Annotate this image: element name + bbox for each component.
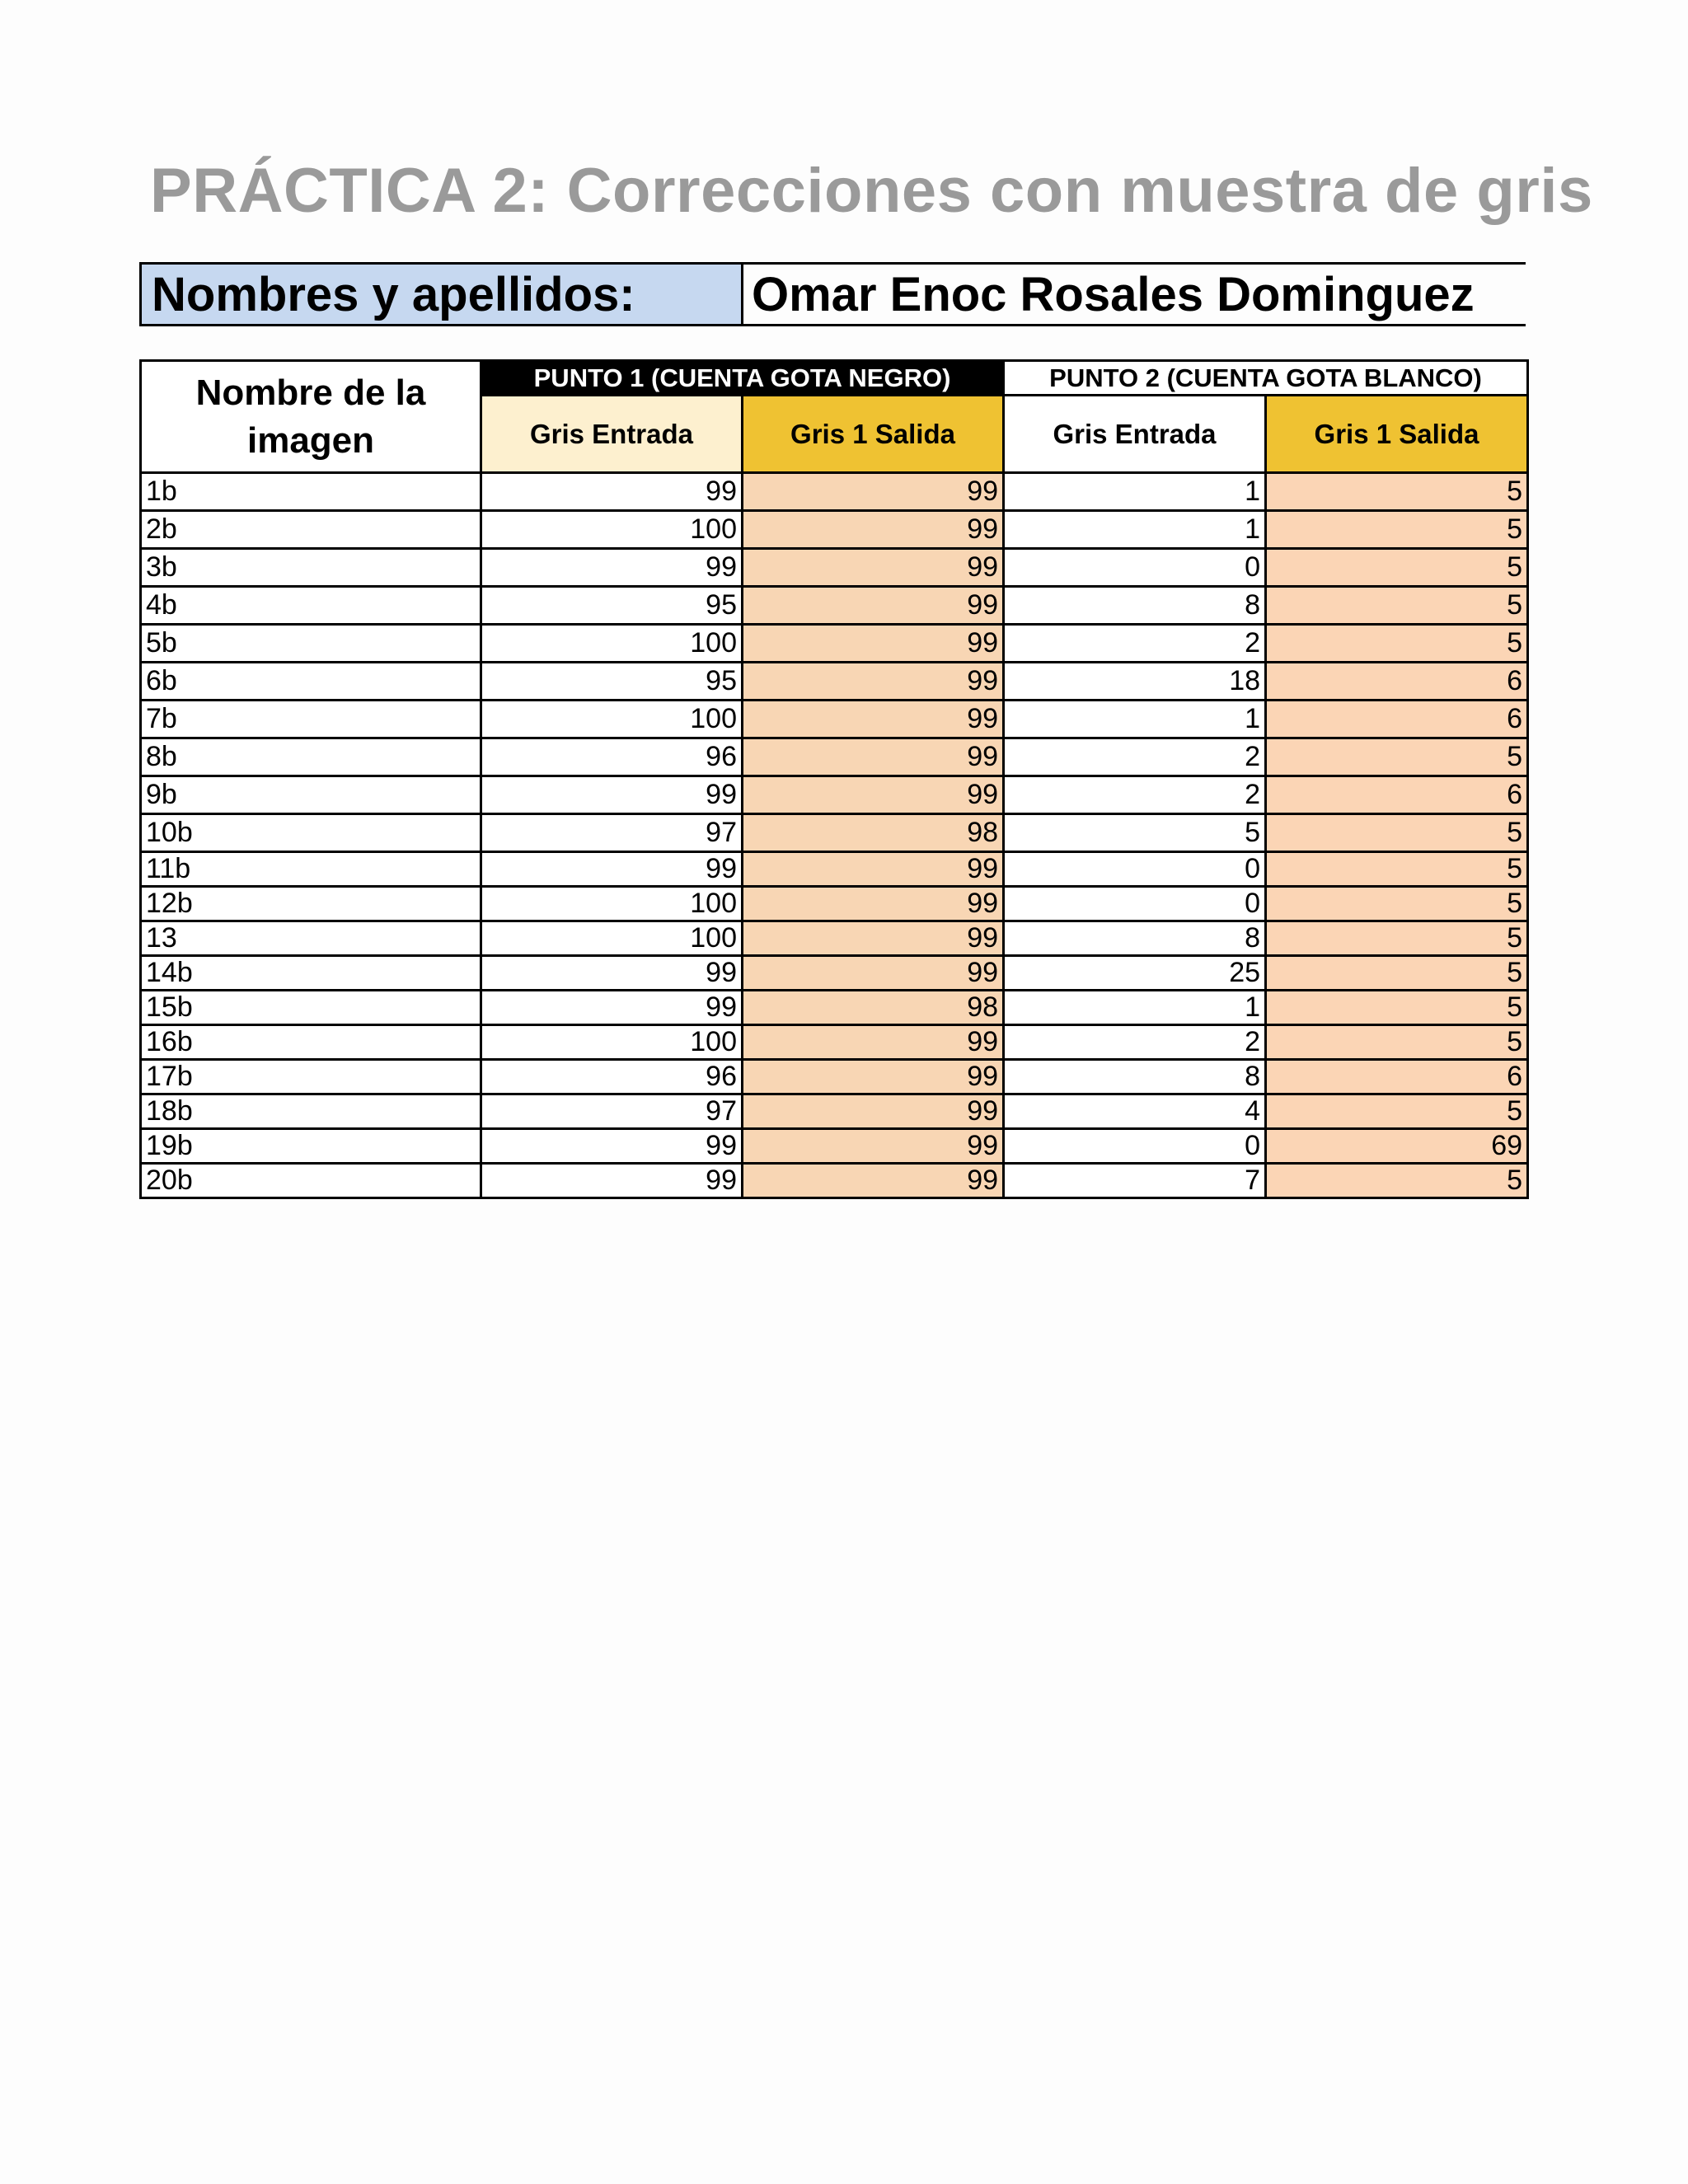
punto2-entrada-cell[interactable]: 0: [1004, 549, 1266, 587]
image-name-cell[interactable]: 19b: [141, 1129, 481, 1164]
student-name-label: Nombres y apellidos:: [142, 265, 743, 324]
table-row: [141, 1060, 1528, 1094]
image-name-cell[interactable]: 8b: [141, 738, 481, 776]
table-row: [141, 625, 1528, 663]
page-title: PRÁCTICA 2: Correcciones con muestra de gris: [150, 156, 1593, 226]
punto2-header: PUNTO 2 (CUENTA GOTA BLANCO): [1004, 361, 1528, 396]
punto2-entrada-cell[interactable]: 1: [1004, 991, 1266, 1025]
punto1-salida-cell[interactable]: 99: [743, 663, 1004, 701]
table-row: [141, 814, 1528, 852]
punto2-entrada-cell[interactable]: 2: [1004, 738, 1266, 776]
punto1-header: PUNTO 1 (CUENTA GOTA NEGRO): [481, 361, 1004, 396]
punto2-salida-cell[interactable]: 5: [1266, 473, 1528, 511]
punto1-salida-cell[interactable]: 99: [743, 956, 1004, 991]
image-name-cell[interactable]: 7b: [141, 701, 481, 738]
image-name-cell[interactable]: 10b: [141, 814, 481, 852]
punto1-salida-cell[interactable]: 99: [743, 549, 1004, 587]
table-row: [141, 921, 1528, 956]
punto1-entrada-cell[interactable]: 100: [481, 701, 743, 738]
table-row: [141, 852, 1528, 887]
image-name-cell[interactable]: 17b: [141, 1060, 481, 1094]
punto2-salida-cell[interactable]: 6: [1266, 1060, 1528, 1094]
image-name-cell[interactable]: 3b: [141, 549, 481, 587]
punto1-salida-cell[interactable]: 99: [743, 473, 1004, 511]
punto2-salida-cell[interactable]: 6: [1266, 663, 1528, 701]
punto1-salida-cell[interactable]: 99: [743, 776, 1004, 814]
punto1-salida-header: Gris 1 Salida: [743, 396, 1004, 473]
image-name-cell[interactable]: 5b: [141, 625, 481, 663]
punto1-entrada-cell[interactable]: 99: [481, 1164, 743, 1198]
punto2-entrada-cell[interactable]: 7: [1004, 1164, 1266, 1198]
punto2-entrada-cell[interactable]: 2: [1004, 1025, 1266, 1060]
punto2-entrada-cell[interactable]: 2: [1004, 776, 1266, 814]
image-name-cell[interactable]: 14b: [141, 956, 481, 991]
punto1-salida-cell[interactable]: 99: [743, 625, 1004, 663]
punto2-entrada-cell[interactable]: 8: [1004, 587, 1266, 625]
punto2-salida-cell[interactable]: 5: [1266, 921, 1528, 956]
punto1-salida-cell[interactable]: 99: [743, 1129, 1004, 1164]
punto1-entrada-cell[interactable]: 95: [481, 587, 743, 625]
punto2-entrada-cell[interactable]: 5: [1004, 814, 1266, 852]
table-row: [141, 587, 1528, 625]
punto1-salida-cell[interactable]: 99: [743, 511, 1004, 549]
punto2-entrada-cell[interactable]: 0: [1004, 852, 1266, 887]
punto1-entrada-cell[interactable]: 99: [481, 549, 743, 587]
punto1-salida-cell[interactable]: 99: [743, 701, 1004, 738]
table-row: [141, 1164, 1528, 1198]
table-row: [141, 549, 1528, 587]
punto1-entrada-cell[interactable]: 97: [481, 1094, 743, 1129]
punto2-salida-cell[interactable]: 6: [1266, 776, 1528, 814]
image-name-cell[interactable]: 16b: [141, 1025, 481, 1060]
punto2-salida-cell[interactable]: 5: [1266, 852, 1528, 887]
table-row: [141, 701, 1528, 738]
punto1-entrada-cell[interactable]: 99: [481, 776, 743, 814]
table-row: [141, 1025, 1528, 1060]
table-row: [141, 663, 1528, 701]
punto2-salida-cell[interactable]: 5: [1266, 991, 1528, 1025]
punto2-salida-cell[interactable]: 5: [1266, 814, 1528, 852]
punto2-entrada-cell[interactable]: 1: [1004, 511, 1266, 549]
punto1-entrada-cell[interactable]: 100: [481, 887, 743, 921]
punto2-salida-cell[interactable]: 6: [1266, 701, 1528, 738]
punto1-entrada-cell[interactable]: 97: [481, 814, 743, 852]
punto2-salida-header: Gris 1 Salida: [1266, 396, 1528, 473]
punto1-entrada-cell[interactable]: 96: [481, 1060, 743, 1094]
punto1-entrada-cell[interactable]: 96: [481, 738, 743, 776]
student-name-value[interactable]: Omar Enoc Rosales Dominguez: [752, 267, 1475, 321]
punto1-entrada-cell[interactable]: 100: [481, 921, 743, 956]
image-name-cell[interactable]: 6b: [141, 663, 481, 701]
punto1-entrada-cell[interactable]: 100: [481, 625, 743, 663]
table-row: [141, 956, 1528, 991]
punto2-entrada-cell[interactable]: 25: [1004, 956, 1266, 991]
punto1-entrada-header: Gris Entrada: [481, 396, 743, 473]
punto1-salida-cell[interactable]: 98: [743, 991, 1004, 1025]
punto2-entrada-cell[interactable]: 0: [1004, 887, 1266, 921]
table-body: [141, 473, 1528, 1198]
punto1-salida-cell[interactable]: 99: [743, 852, 1004, 887]
punto1-salida-cell[interactable]: 99: [743, 921, 1004, 956]
table-row: [141, 511, 1528, 549]
punto2-salida-cell[interactable]: 5: [1266, 1025, 1528, 1060]
image-name-cell[interactable]: 11b: [141, 852, 481, 887]
punto2-entrada-cell[interactable]: 8: [1004, 921, 1266, 956]
student-name-row: [139, 262, 1526, 326]
grey-sample-table: [139, 359, 1529, 1199]
punto2-salida-cell[interactable]: 5: [1266, 511, 1528, 549]
punto1-entrada-cell[interactable]: 100: [481, 1025, 743, 1060]
punto1-salida-cell[interactable]: 99: [743, 1094, 1004, 1129]
image-name-cell[interactable]: 2b: [141, 511, 481, 549]
image-name-cell[interactable]: 9b: [141, 776, 481, 814]
punto2-entrada-cell[interactable]: 1: [1004, 473, 1266, 511]
punto2-salida-cell[interactable]: 69: [1266, 1129, 1528, 1164]
table-row: [141, 991, 1528, 1025]
punto1-salida-cell[interactable]: 99: [743, 887, 1004, 921]
punto2-entrada-cell[interactable]: 0: [1004, 1129, 1266, 1164]
image-name-cell[interactable]: 15b: [141, 991, 481, 1025]
punto2-salida-cell[interactable]: 5: [1266, 738, 1528, 776]
punto1-entrada-cell[interactable]: 99: [481, 991, 743, 1025]
table-row: [141, 1129, 1528, 1164]
image-name-cell[interactable]: 18b: [141, 1094, 481, 1129]
punto1-salida-cell[interactable]: 99: [743, 1164, 1004, 1198]
punto2-salida-cell[interactable]: 5: [1266, 549, 1528, 587]
punto1-salida-cell[interactable]: 99: [743, 587, 1004, 625]
punto2-entrada-cell[interactable]: 2: [1004, 625, 1266, 663]
table-row: [141, 473, 1528, 511]
table-row: [141, 1094, 1528, 1129]
punto2-entrada-cell[interactable]: 1: [1004, 701, 1266, 738]
table-row: [141, 738, 1528, 776]
punto1-entrada-cell[interactable]: 99: [481, 852, 743, 887]
punto2-salida-cell[interactable]: 5: [1266, 887, 1528, 921]
punto1-salida-cell[interactable]: 99: [743, 1025, 1004, 1060]
punto2-entrada-cell[interactable]: 8: [1004, 1060, 1266, 1094]
image-name-cell[interactable]: 4b: [141, 587, 481, 625]
punto2-entrada-cell[interactable]: 18: [1004, 663, 1266, 701]
image-name-cell[interactable]: 13: [141, 921, 481, 956]
punto1-entrada-cell[interactable]: 95: [481, 663, 743, 701]
punto1-salida-cell[interactable]: 98: [743, 814, 1004, 852]
punto1-salida-cell[interactable]: 99: [743, 738, 1004, 776]
image-name-cell[interactable]: 1b: [141, 473, 481, 511]
table-row: [141, 776, 1528, 814]
image-name-cell[interactable]: 20b: [141, 1164, 481, 1198]
punto1-entrada-cell[interactable]: 99: [481, 956, 743, 991]
punto2-salida-cell[interactable]: 5: [1266, 625, 1528, 663]
punto1-entrada-cell[interactable]: 100: [481, 511, 743, 549]
punto1-salida-cell[interactable]: 99: [743, 1060, 1004, 1094]
table-row: [141, 887, 1528, 921]
punto1-entrada-cell[interactable]: 99: [481, 1129, 743, 1164]
punto2-entrada-header: Gris Entrada: [1004, 396, 1266, 473]
punto1-entrada-cell[interactable]: 99: [481, 473, 743, 511]
punto2-salida-cell[interactable]: 5: [1266, 1164, 1528, 1198]
punto2-salida-cell[interactable]: 5: [1266, 956, 1528, 991]
punto2-salida-cell[interactable]: 5: [1266, 587, 1528, 625]
punto2-entrada-cell[interactable]: 4: [1004, 1094, 1266, 1129]
image-name-cell[interactable]: 12b: [141, 887, 481, 921]
image-name-header: Nombre de la imagen: [141, 361, 481, 473]
punto2-salida-cell[interactable]: 5: [1266, 1094, 1528, 1129]
